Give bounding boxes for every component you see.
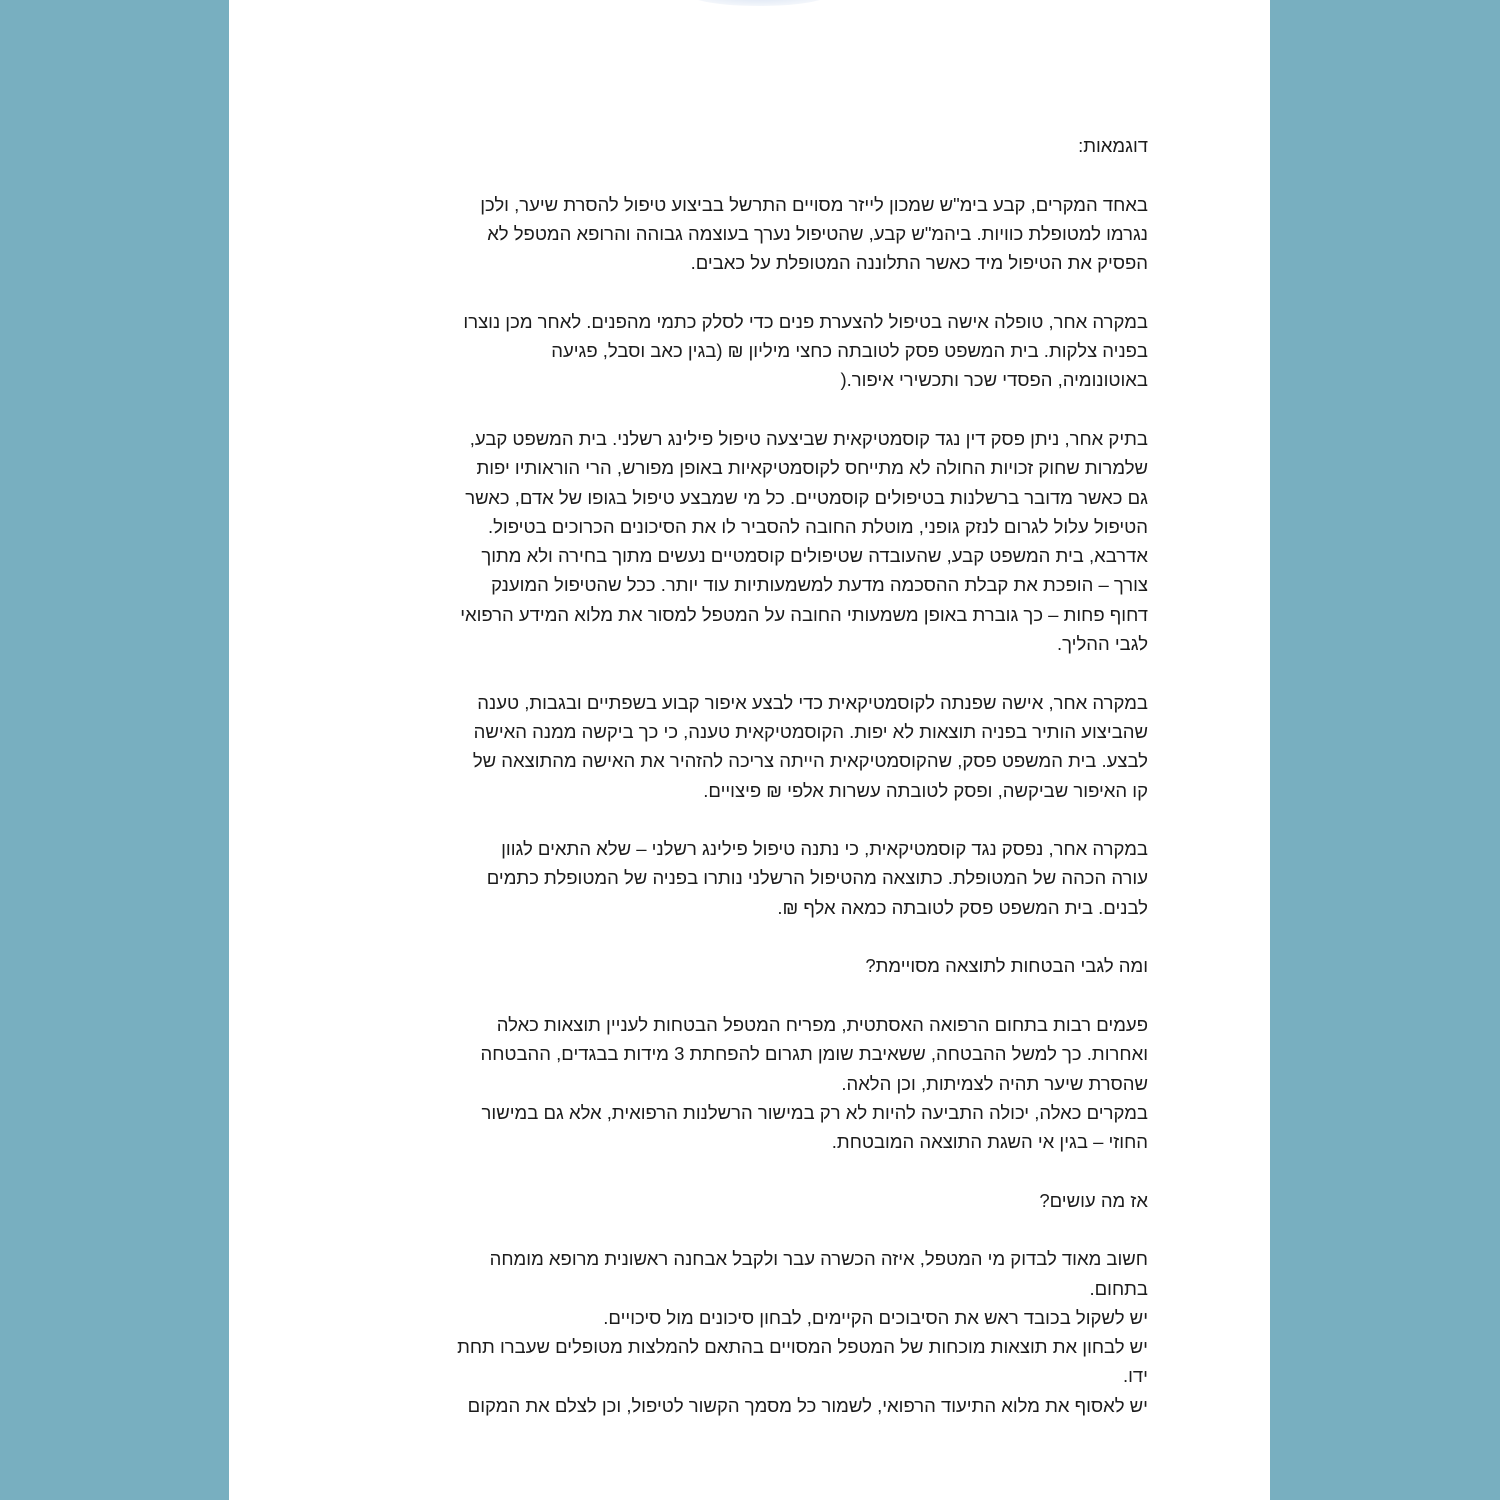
section-heading-examples <box>383 131 1148 160</box>
text-line: שהביצוע הותיר בפניה תוצאות לא יפות. הקוסמטיקאית טענה, כי כך ביקשה ממנה האישה <box>473 720 1148 742</box>
text-line: לגבי ההליך. <box>1057 633 1148 655</box>
text-line: הטיפול עלול לגרום לנזק גופני, מוטלת החובה להסביר לו את הסיכונים הכרוכים בטיפול. <box>487 515 1148 537</box>
text-line: יש לשקול בכובד ראש את הסיבוכים הקיימים, לבחון סיכונים מול סיכויים. <box>603 1306 1148 1328</box>
paragraph-permanent-makeup-case <box>383 688 1148 805</box>
paragraph-promises <box>383 1010 1148 1156</box>
paragraph-peeling-case <box>383 424 1148 658</box>
document-page <box>229 0 1270 1500</box>
text-line: נגרמו למטופלת כוויות. ביהמ"ש קבע, שהטיפול נערך בעוצמה גבוהה והרופא המטפל לא <box>487 222 1148 244</box>
text-line: יש לבחון את תוצאות מוכחות של המטפל המסויים בהתאם להמלצות מטופלים שעברו תחת <box>457 1336 1148 1358</box>
text-line: קו האיפור שביקשה, ופסק לטובתה עשרות אלפי ₪ פיצויים. <box>703 779 1148 801</box>
text-line: לבנים. בית המשפט פסק לטובתה כמאה אלף ₪. <box>777 896 1148 918</box>
text-line: פעמים רבות בתחום הרפואה האסתטית, מפריח המטפל הבטחות לעניין תוצאות כאלה <box>496 1013 1148 1035</box>
text-line: במקרים כאלה, יכולה התביעה להיות לא רק במישור הרשלנות הרפואית, אלא גם במישור <box>481 1101 1148 1123</box>
paragraph-recommendations <box>383 1244 1148 1420</box>
text-line: הפסיק את הטיפול מיד כאשר התלוננה המטופלת על כאבים. <box>690 252 1148 274</box>
paragraph-laser-case <box>383 190 1148 278</box>
subheading-promises <box>383 951 1148 980</box>
text-line: בתיק אחר, ניתן פסק דין נגד קוסמטיקאית שביצעה טיפול פילינג רשלני. בית המשפט קבע, <box>469 427 1148 449</box>
paragraph-facial-case <box>383 307 1148 395</box>
text-line: ומה לגבי הבטחות לתוצאה מסויימת? <box>865 955 1148 977</box>
text-line: באחד המקרים, קבע בימ"ש שמכון לייזר מסויים התרשל בביצוע טיפול להסרת שיער, ולכן <box>480 193 1148 215</box>
text-line: במקרה אחר, אישה שפנתה לקוסמטיקאית כדי לבצע איפור קבוע בשפתיים ובגבות, טענה <box>477 691 1148 713</box>
text-line: במקרה אחר, נפסק נגד קוסמטיקאית, כי נתנה טיפול פילינג רשלני – שלא התאים לגוון <box>501 838 1148 860</box>
text-line: ואחרות. כך למשל ההבטחה, ששאיבת שומן תגרום להפחתת 3 מידות בבגדים, ההבטחה <box>480 1043 1148 1065</box>
text-line: במקרה אחר, טופלה אישה בטיפול להצערת פנים כדי לסלק כתמי מהפנים. לאחר מכן נוצרו <box>463 310 1148 332</box>
text-line: בפניה צלקות. בית המשפט פסק לטובתה כחצי מיליון ₪ (בגין כאב וסבל, פגיעה <box>551 340 1148 362</box>
heading-line: דוגמאות: <box>1078 135 1148 156</box>
text-line: באוטונומיה, הפסדי שכר ותכשירי איפור.( <box>840 369 1148 391</box>
text-line: עורה הכהה של המטופלת. כתוצאה מהטיפול הרשלני נותרו בפניה של המטופלת כתמים <box>486 867 1148 889</box>
subheading-what-to-do <box>383 1186 1148 1215</box>
text-line: דחוף פחות – כך גוברת באופן משמעותי החובה על המטפל למסור את מלוא המידע הרפואי <box>460 603 1148 625</box>
text-line: ידו. <box>1122 1365 1148 1387</box>
document-text <box>383 131 1148 1420</box>
text-line: בתחום. <box>1089 1277 1148 1299</box>
text-line: יש לאסוף את מלוא התיעוד הרפואי, לשמור כל מסמך הקשור לטיפול, וכן לצלם את המקום <box>467 1394 1148 1416</box>
text-line: צורך – הופכת את קבלת ההסכמה מדעת למשמעותיות עוד יותר. ככל שהטיפול המוענק <box>491 574 1148 596</box>
text-line: לבצע. בית המשפט פסק, שהקוסמטיקאית הייתה צריכה להזהיר את האישה מהתוצאה של <box>472 750 1148 772</box>
text-line: שהסרת שיער תהיה לצמיתות, וכן הלאה. <box>841 1072 1148 1094</box>
text-line: גם כאשר מדובר ברשלנות בטיפולים קוסמטיים. כל מי שמבצע טיפול בגופו של אדם, כאשר <box>465 486 1148 508</box>
text-line: אז מה עושים? <box>1039 1189 1148 1211</box>
text-line: שלמרות שחוק זכויות החולה לא מתייחס לקוסמטיקאיות באופן מפורש, הרי הוראותיו יפות <box>476 457 1148 479</box>
text-line: חשוב מאוד לבדוק מי המטפל, איזה הכשרה עבר ולקבל אבחנה ראשונית מרופא מומחה <box>489 1248 1148 1270</box>
text-line: אדרבא, בית המשפט קבע, שהעובדה שטיפולים קוסמטיים נעשים מתוך בחירה ולא מתוך <box>481 545 1148 567</box>
text-line: החוזי – בגין אי השגת התוצאה המובטחת. <box>831 1131 1148 1153</box>
paragraph-skin-tone-case <box>383 834 1148 922</box>
